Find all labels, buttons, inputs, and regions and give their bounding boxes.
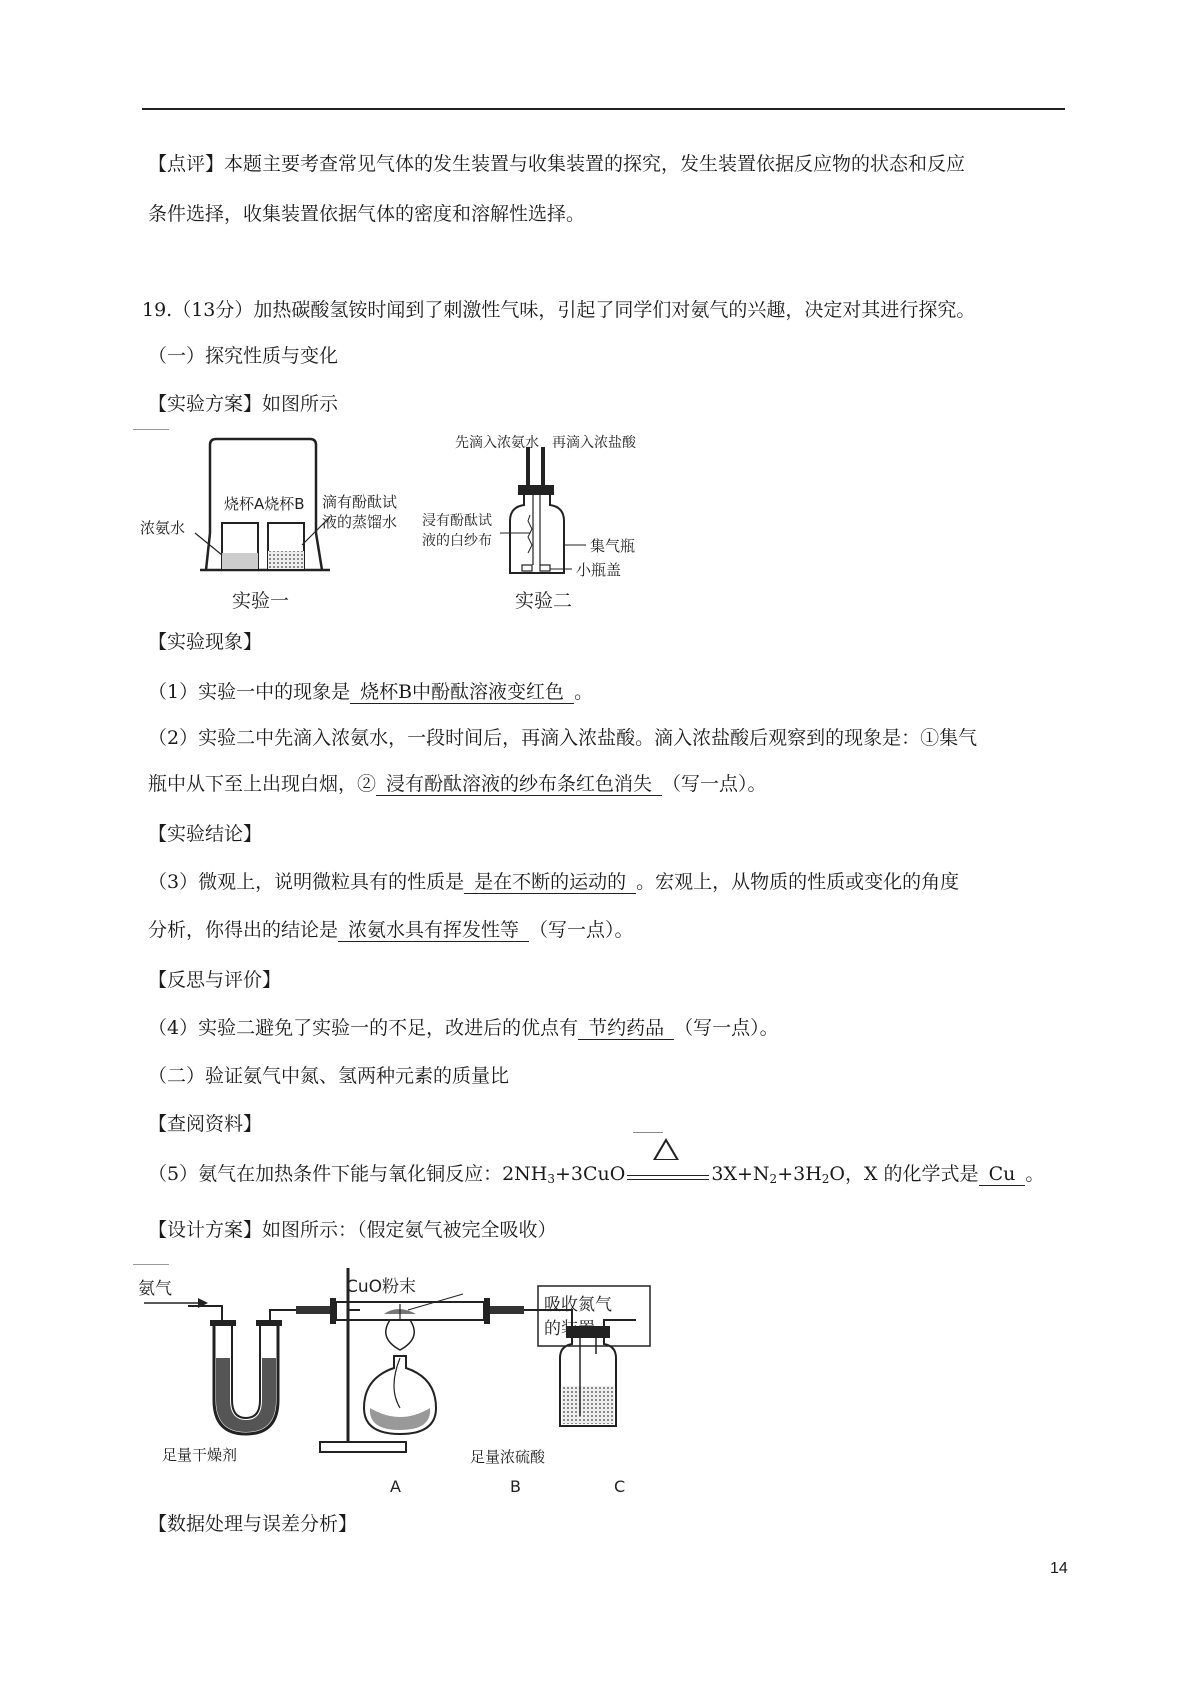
phenomenon-heading: 【实验现象】 xyxy=(148,631,263,653)
label-drop-hcl-second: 再滴入浓盐酸 xyxy=(552,435,636,451)
label-absorb-2: 的装置 xyxy=(544,1319,595,1339)
apparatus-figure-2 xyxy=(138,1258,678,1498)
q1-line xyxy=(148,678,593,706)
label-c: C xyxy=(614,1477,626,1496)
reflection-heading: 【反思与评价】 xyxy=(148,969,282,991)
q5-products-1: 3X+N xyxy=(711,1163,770,1185)
plan-heading: 【实验方案】如图所示 xyxy=(148,393,339,415)
label-drying-agent: 足量干燥剂 xyxy=(162,1446,238,1464)
label-b: B xyxy=(510,1477,521,1496)
heating-equals-sign xyxy=(625,1160,711,1188)
experiment-two-apparatus xyxy=(500,447,586,573)
label-beakers-ab: 烧杯A烧杯B xyxy=(224,495,305,513)
data-heading: 【数据处理与误差分析】 xyxy=(148,1513,358,1535)
page-number: 14 xyxy=(1050,1560,1068,1577)
q1-answer: 烧杯B中酚酞溶液变红色 xyxy=(350,681,574,704)
q5-products-2: +3H xyxy=(777,1163,822,1185)
q4-suffix: （写一点）。 xyxy=(674,1017,779,1039)
label-a: A xyxy=(390,1477,401,1496)
q3-prefix-1: （3）微观上，说明微粒具有的性质是 xyxy=(148,871,465,893)
q3-answer-2: 浓氨水具有挥发性等 xyxy=(338,919,529,942)
label-cuo-powder: CuO粉末 xyxy=(346,1277,417,1297)
caption-experiment-two: 实验二 xyxy=(515,590,573,612)
review-line-1: 【点评】本题主要考查常见气体的发生装置与收集装置的探究，发生装置依据反应物的状态和反应 xyxy=(148,153,966,175)
q3-answer-1: 是在不断的运动的 xyxy=(464,871,636,894)
label-soaked-gauze-1: 浸有酚酞试 xyxy=(422,513,492,529)
label-drop-ammonia-first: 先滴入浓氨水 xyxy=(455,435,539,451)
acid-bottle xyxy=(560,1326,616,1426)
q5-suffix: 。 xyxy=(1025,1163,1045,1185)
q5-sub-3: 3 xyxy=(547,1172,556,1186)
caption-experiment-one: 实验一 xyxy=(232,590,290,612)
review-line-2: 条件选择，收集装置依据气体的密度和溶解性选择。 xyxy=(148,203,586,225)
header-rule xyxy=(142,108,1065,110)
q5-sub-2: 2 xyxy=(769,1172,778,1186)
conclusion-heading: 【实验结论】 xyxy=(148,823,263,845)
label-conc-sulfuric-acid: 足量浓硫酸 xyxy=(470,1448,546,1466)
q5-sub-2b: 2 xyxy=(821,1172,830,1186)
q3-suffix-1: 。宏观上，从物质的性质或变化的角度 xyxy=(636,871,960,893)
q3-line-2 xyxy=(148,916,634,944)
part2-title: （二）验证氨气中氮、氢两种元素的质量比 xyxy=(148,1065,510,1087)
reference-heading: 【查阅资料】 xyxy=(148,1113,263,1135)
question-intro: 19.（13分）加热碳酸氢铵时闻到了刺激性气味，引起了同学们对氨气的兴趣，决定对其进行探究。 xyxy=(142,299,976,321)
q2-prefix: 瓶中从下至上出现白烟，② xyxy=(148,773,377,795)
q5-line xyxy=(148,1160,1044,1193)
label-absorb-1: 吸收氮气 xyxy=(544,1295,612,1315)
q1-suffix: 。 xyxy=(574,681,594,703)
q2-line-2 xyxy=(148,770,767,798)
q3-prefix-2: 分析，你得出的结论是 xyxy=(148,919,339,941)
part1-title: （一）探究性质与变化 xyxy=(148,345,339,367)
q3-line-1 xyxy=(148,868,959,896)
q5-answer: Cu xyxy=(979,1163,1026,1186)
u-tube-drying xyxy=(188,1306,296,1434)
design-heading: 【设计方案】如图所示：（假定氨气被完全吸收） xyxy=(148,1219,557,1241)
q2-answer: 浸有酚酞溶液的纱布条红色消失 xyxy=(376,773,662,796)
label-small-cap: 小瓶盖 xyxy=(576,561,622,579)
label-soaked-gauze-2: 液的白纱布 xyxy=(422,533,492,549)
experiment-figure-1 xyxy=(140,425,760,620)
label-gas-bottle: 集气瓶 xyxy=(590,537,636,555)
q4-prefix: （4）实验二避免了实验一的不足，改进后的优点有 xyxy=(148,1017,579,1039)
q5-prefix: （5）氨气在加热条件下能与氧化铜反应：2NH xyxy=(148,1163,548,1185)
q4-answer: 节约药品 xyxy=(578,1017,674,1040)
q2-line-1: （2）实验二中先滴入浓氨水，一段时间后，再滴入浓盐酸。滴入浓盐酸后观察到的现象是：①集气 xyxy=(148,727,978,749)
alcohol-lamp xyxy=(364,1304,436,1434)
q1-prefix: （1）实验一中的现象是 xyxy=(148,681,351,703)
label-concentrated-ammonia: 浓氨水 xyxy=(140,519,186,537)
q2-suffix: （写一点）。 xyxy=(662,773,767,795)
q5-cuo: +3CuO xyxy=(555,1163,626,1185)
label-phenolphthalein-1: 滴有酚酞试 xyxy=(322,493,398,511)
q4-line xyxy=(148,1014,779,1042)
q5-products-3: O，X 的化学式是 xyxy=(829,1163,979,1185)
q3-suffix-2: （写一点）。 xyxy=(529,919,634,941)
label-ammonia: 氨气 xyxy=(138,1279,172,1299)
label-phenolphthalein-2: 液的蒸馏水 xyxy=(322,513,398,531)
